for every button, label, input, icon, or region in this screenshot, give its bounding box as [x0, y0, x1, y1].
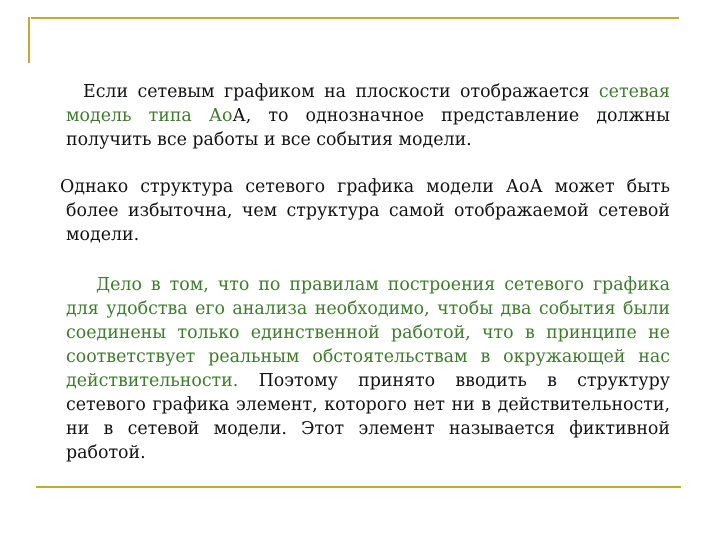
paragraph-3: [66, 273, 670, 465]
slide-body: [60, 80, 670, 465]
paragraph-3-highlight: Дело в том, что по правилам построения сетевого графика для удобства его анализа необходимо, чтобы два события были соединены только единственной работой, что в принципе не соответствует реальным обстоятельствам в окружающей нас действительности.: [66, 275, 670, 391]
decorative-left-line: [28, 17, 30, 63]
paragraph-1-text-end: А, то однозначное представление должны получить все работы и все события модели.: [66, 106, 670, 150]
paragraph-3-text: Поэтому принято вводить в структуру сетевого графика элемент, которого нет ни в действительности, ни в сетевой модели. Этот элемент называется фиктивной работой.: [66, 371, 670, 463]
decorative-top-line: [31, 17, 679, 19]
paragraph-1-text-start: Если сетевым графиком на плоскости отображается: [83, 82, 599, 102]
decorative-bottom-line: [36, 486, 681, 488]
paragraph-1: [66, 80, 670, 152]
paragraph-2: Однако структура сетевого графика модели АоА может быть более избыточна, чем структура самой отображаемой сетевой модели.: [60, 177, 670, 245]
paragraph-1-highlight: сетевая модель типа Ао: [66, 82, 670, 126]
